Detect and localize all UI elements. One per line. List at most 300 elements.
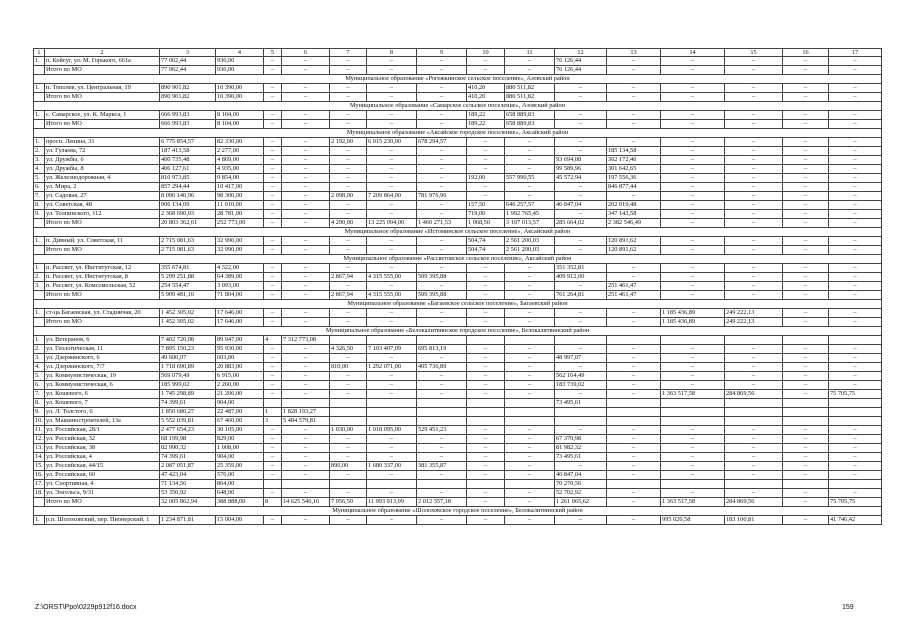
value-cell: [330, 408, 367, 417]
value-cell: [467, 408, 505, 417]
value-cell: 2 368 690,03: [160, 210, 216, 219]
value-cell: –: [367, 282, 417, 291]
value-cell: –: [417, 237, 467, 246]
address-cell: с. Самарское, ул. К. Маркса, 1: [45, 111, 160, 120]
value-cell: –: [417, 111, 467, 120]
value-cell: –: [367, 111, 417, 120]
column-number-cell: 10: [467, 49, 505, 57]
value-cell: –: [505, 363, 555, 372]
value-cell: 8 104,00: [216, 120, 264, 129]
value-cell: –: [330, 156, 367, 165]
value-cell: –: [829, 147, 882, 156]
value-cell: –: [725, 147, 783, 156]
value-cell: –: [467, 390, 505, 399]
table-row: [34, 363, 882, 372]
value-cell: –: [607, 453, 661, 462]
value-cell: –: [264, 426, 282, 435]
value-cell: –: [555, 345, 607, 354]
value-cell: –: [829, 201, 882, 210]
value-cell: –: [467, 453, 505, 462]
value-cell: 13 225 094,00: [367, 219, 417, 228]
value-cell: –: [829, 264, 882, 273]
table-row: [34, 489, 882, 498]
value-cell: 3 093,00: [216, 282, 264, 291]
value-cell: 47 423,04: [160, 471, 216, 480]
value-cell: 1 261 065,62: [555, 498, 607, 507]
value-cell: [264, 480, 282, 489]
value-cell: [367, 336, 417, 345]
value-cell: –: [783, 426, 829, 435]
value-cell: –: [367, 516, 417, 525]
value-cell: 2 087 051,87: [160, 462, 216, 471]
value-cell: –: [829, 237, 882, 246]
column-number-cell: 9: [417, 49, 467, 57]
value-cell: 4 315 555,00: [367, 273, 417, 282]
value-cell: –: [367, 390, 417, 399]
value-cell: –: [330, 147, 367, 156]
value-cell: [417, 417, 467, 426]
value-cell: –: [264, 57, 282, 66]
row-number-cell: 1.: [34, 138, 45, 147]
value-cell: 251 461,47: [607, 291, 661, 300]
value-cell: –: [829, 66, 882, 75]
value-cell: –: [367, 93, 417, 102]
value-cell: 32 990,00: [216, 246, 264, 255]
value-cell: –: [725, 264, 783, 273]
value-cell: 249 222,13: [725, 309, 783, 318]
value-cell: 251 461,47: [607, 282, 661, 291]
value-cell: 761 264,81: [555, 291, 607, 300]
value-cell: [367, 480, 417, 489]
value-cell: –: [367, 66, 417, 75]
value-cell: –: [367, 210, 417, 219]
value-cell: 1 745 298,89: [160, 390, 216, 399]
address-cell: Итого по МО: [45, 291, 160, 300]
value-cell: –: [367, 489, 417, 498]
table-row: [34, 435, 882, 444]
value-cell: 4 326,50: [330, 345, 367, 354]
value-cell: –: [330, 246, 367, 255]
value-cell: 410,20: [467, 84, 505, 93]
value-cell: 285 664,02: [555, 219, 607, 228]
value-cell: 67 460,00: [216, 417, 264, 426]
value-cell: –: [607, 489, 661, 498]
value-cell: [829, 336, 882, 345]
table-row: [34, 210, 882, 219]
value-cell: –: [725, 381, 783, 390]
value-cell: –: [607, 57, 661, 66]
value-cell: 904,00: [216, 399, 264, 408]
address-cell: ул. Гулаева, 72: [45, 147, 160, 156]
value-cell: 73 495,61: [555, 453, 607, 462]
value-cell: –: [829, 57, 882, 66]
value-cell: –: [417, 156, 467, 165]
value-cell: –: [661, 264, 725, 273]
value-cell: –: [661, 192, 725, 201]
value-cell: 17 646,00: [216, 318, 264, 327]
table-row: [34, 336, 882, 345]
row-number-cell: 3.: [34, 282, 45, 291]
table-row: [34, 516, 882, 525]
value-cell: 53 350,92: [160, 489, 216, 498]
table-row: [34, 138, 882, 147]
value-cell: –: [467, 156, 505, 165]
column-number-cell: 3: [160, 49, 216, 57]
value-cell: –: [264, 120, 282, 129]
value-cell: [467, 417, 505, 426]
section-heading-row: [34, 75, 882, 84]
value-cell: –: [505, 426, 555, 435]
value-cell: –: [607, 138, 661, 147]
value-cell: –: [367, 453, 417, 462]
value-cell: –: [555, 318, 607, 327]
value-cell: 82 330,00: [216, 138, 264, 147]
value-cell: –: [330, 111, 367, 120]
value-cell: –: [505, 66, 555, 75]
value-cell: –: [783, 363, 829, 372]
total-row: [34, 120, 882, 129]
row-number-cell: 14.: [35, 453, 43, 460]
value-cell: 4 935,00: [216, 165, 264, 174]
value-cell: 890 901,82: [160, 93, 216, 102]
value-cell: 2 715 081,63: [160, 237, 216, 246]
value-cell: –: [661, 426, 725, 435]
value-cell: –: [829, 246, 882, 255]
value-cell: –: [783, 381, 829, 390]
value-cell: –: [282, 174, 330, 183]
value-cell: –: [282, 165, 330, 174]
value-cell: 284 869,56: [725, 498, 783, 507]
value-cell: –: [367, 435, 417, 444]
value-cell: –: [829, 192, 882, 201]
value-cell: –: [282, 183, 330, 192]
address-cell: ул. Дзержинского, 7/7: [45, 363, 160, 372]
value-cell: 20 883,00: [216, 363, 264, 372]
value-cell: 22 487,00: [216, 408, 264, 417]
value-cell: 2 477 654,23: [160, 426, 216, 435]
value-cell: –: [330, 210, 367, 219]
value-cell: –: [505, 309, 555, 318]
table-row: [34, 183, 882, 192]
value-cell: 1 460 271,53: [417, 219, 467, 228]
value-cell: 76 126,44: [555, 66, 607, 75]
section-heading: Муниципальное образование «Шолоховское городское поселение», Белокалитвинский район: [34, 507, 882, 516]
value-cell: 1 185 436,89: [661, 309, 725, 318]
value-cell: –: [661, 84, 725, 93]
value-cell: –: [661, 381, 725, 390]
value-cell: –: [467, 435, 505, 444]
value-cell: [725, 480, 783, 489]
address-cell: ст-ца Багаевская, ул. Стадничая, 20: [45, 309, 160, 318]
value-cell: –: [505, 444, 555, 453]
row-number-cell: 6.: [34, 183, 45, 192]
address-cell: Итого по МО: [45, 318, 160, 327]
column-number-cell: 4: [216, 49, 264, 57]
row-number-cell: 7.: [34, 192, 45, 201]
value-cell: –: [725, 282, 783, 291]
value-cell: –: [661, 93, 725, 102]
value-cell: –: [555, 120, 607, 129]
value-cell: –: [330, 183, 367, 192]
table-row: [34, 462, 882, 471]
value-cell: 187 413,58: [160, 147, 216, 156]
value-cell: 2 867,94: [330, 273, 367, 282]
value-cell: –: [264, 210, 282, 219]
table-row: [34, 264, 882, 273]
row-number-cell: 3.: [34, 156, 45, 165]
value-cell: –: [282, 273, 330, 282]
value-cell: –: [783, 120, 829, 129]
value-cell: 75 705,75: [829, 390, 882, 399]
value-cell: –: [661, 345, 725, 354]
value-cell: –: [829, 111, 882, 120]
value-cell: 880 511,82: [505, 93, 555, 102]
value-cell: –: [783, 444, 829, 453]
value-cell: 562 164,49: [555, 372, 607, 381]
value-cell: 347 143,58: [607, 210, 661, 219]
value-cell: –: [555, 138, 607, 147]
value-cell: –: [725, 246, 783, 255]
value-cell: –: [417, 165, 467, 174]
value-cell: [829, 480, 882, 489]
value-cell: –: [505, 462, 555, 471]
value-cell: –: [505, 57, 555, 66]
value-cell: 351 352,81: [555, 264, 607, 273]
total-row: [34, 291, 882, 300]
value-cell: 64 389,00: [216, 273, 264, 282]
value-cell: 8 090 140,96: [160, 192, 216, 201]
value-cell: –: [282, 381, 330, 390]
value-cell: –: [725, 453, 783, 462]
address-cell: ул. Советская, 48: [45, 201, 160, 210]
address-cell: ул. Дружбы, 6: [45, 156, 160, 165]
value-cell: 1 030,00: [330, 426, 367, 435]
column-number-cell: 14: [661, 49, 725, 57]
row-number-cell: 1.: [34, 111, 45, 120]
value-cell: –: [282, 147, 330, 156]
value-cell: –: [661, 453, 725, 462]
value-cell: [417, 408, 467, 417]
value-cell: –: [330, 84, 367, 93]
value-cell: 192,00: [467, 174, 505, 183]
value-cell: –: [505, 390, 555, 399]
value-cell: 2 382 546,49: [607, 219, 661, 228]
row-number-cell: [34, 498, 45, 507]
value-cell: –: [783, 453, 829, 462]
value-cell: 400 735,48: [160, 156, 216, 165]
value-cell: 7 402 720,08: [160, 336, 216, 345]
value-cell: 32 990,00: [216, 237, 264, 246]
value-cell: –: [661, 372, 725, 381]
value-cell: –: [367, 57, 417, 66]
value-cell: –: [264, 273, 282, 282]
value-cell: 1 185 436,89: [661, 318, 725, 327]
value-cell: –: [505, 147, 555, 156]
value-cell: [783, 336, 829, 345]
value-cell: –: [330, 66, 367, 75]
value-cell: 936,00: [216, 57, 264, 66]
address-cell: ул. Машиностроителей, 13а: [45, 417, 160, 426]
address-cell: Итого по МО: [45, 246, 160, 255]
value-cell: 25 359,00: [216, 462, 264, 471]
value-cell: 74 399,61: [160, 453, 216, 462]
value-cell: –: [783, 264, 829, 273]
value-cell: –: [505, 435, 555, 444]
value-cell: –: [330, 435, 367, 444]
table-row: [34, 426, 882, 435]
value-cell: –: [330, 390, 367, 399]
value-cell: 576,00: [216, 471, 264, 480]
value-cell: –: [725, 93, 783, 102]
value-cell: –: [367, 174, 417, 183]
table-row: [34, 345, 882, 354]
value-cell: –: [555, 93, 607, 102]
table-row: [34, 174, 882, 183]
value-cell: –: [282, 291, 330, 300]
value-cell: –: [725, 210, 783, 219]
value-cell: –: [829, 138, 882, 147]
value-cell: 4 290,00: [330, 219, 367, 228]
value-cell: 46 847,04: [555, 201, 607, 210]
value-cell: –: [829, 183, 882, 192]
value-cell: –: [282, 120, 330, 129]
value-cell: –: [467, 489, 505, 498]
total-row: [34, 498, 882, 507]
value-cell: –: [467, 309, 505, 318]
value-cell: –: [417, 453, 467, 462]
value-cell: 829,00: [216, 435, 264, 444]
value-cell: [783, 408, 829, 417]
value-cell: –: [264, 264, 282, 273]
table-row: [34, 381, 882, 390]
value-cell: –: [330, 201, 367, 210]
value-cell: 6 015 230,00: [367, 138, 417, 147]
value-cell: –: [264, 489, 282, 498]
value-cell: 4 869,00: [216, 156, 264, 165]
row-number-cell: 9.: [34, 210, 45, 219]
value-cell: –: [282, 57, 330, 66]
value-cell: –: [783, 219, 829, 228]
value-cell: –: [282, 156, 330, 165]
value-cell: 8: [264, 498, 282, 507]
address-cell: ул. Российская, 38: [45, 444, 160, 453]
capital-repair-table: [33, 48, 882, 525]
value-cell: –: [264, 363, 282, 372]
section-heading-row: [34, 102, 882, 111]
value-cell: –: [282, 84, 330, 93]
value-cell: –: [282, 372, 330, 381]
value-cell: –: [330, 237, 367, 246]
value-cell: –: [829, 120, 882, 129]
value-cell: 1 918 095,00: [367, 426, 417, 435]
value-cell: 1 068,50: [467, 219, 505, 228]
value-cell: –: [725, 138, 783, 147]
table-row: [34, 156, 882, 165]
section-heading: Муниципальное образование «Самарское сельское поселение», Азовский район: [34, 102, 882, 111]
value-cell: 719,00: [467, 210, 505, 219]
value-cell: –: [555, 516, 607, 525]
address-cell: ул. Спортивная, 4: [45, 480, 160, 489]
value-cell: –: [783, 147, 829, 156]
value-cell: –: [330, 516, 367, 525]
value-cell: –: [783, 66, 829, 75]
value-cell: –: [783, 237, 829, 246]
value-cell: –: [505, 156, 555, 165]
value-cell: 7 056,50: [330, 498, 367, 507]
value-cell: 120 891,62: [607, 246, 661, 255]
row-number-cell: 2.: [34, 147, 45, 156]
value-cell: 252 773,00: [216, 219, 264, 228]
row-number-cell: 5.: [34, 372, 45, 381]
value-cell: 14 625 546,16: [282, 498, 330, 507]
value-cell: –: [783, 210, 829, 219]
value-cell: –: [829, 165, 882, 174]
value-cell: –: [829, 453, 882, 462]
column-number-row: [34, 49, 882, 57]
value-cell: –: [264, 516, 282, 525]
table-row: [34, 408, 882, 417]
table-row: [34, 480, 882, 489]
value-cell: –: [264, 354, 282, 363]
value-cell: [282, 480, 330, 489]
value-cell: –: [330, 120, 367, 129]
value-cell: –: [607, 498, 661, 507]
value-cell: –: [282, 282, 330, 291]
value-cell: 3: [264, 417, 282, 426]
table-row: [34, 453, 882, 462]
value-cell: –: [829, 93, 882, 102]
value-cell: 1 718 690,89: [160, 363, 216, 372]
table-row: [34, 147, 882, 156]
value-cell: [725, 336, 783, 345]
value-cell: 11 993 913,09: [367, 498, 417, 507]
value-cell: 120 891,62: [607, 237, 661, 246]
row-number-cell: 11.: [35, 426, 43, 433]
value-cell: –: [661, 273, 725, 282]
address-cell: Итого по МО: [45, 66, 160, 75]
value-cell: [607, 336, 661, 345]
value-cell: 20 803 362,61: [160, 219, 216, 228]
value-cell: –: [505, 345, 555, 354]
value-cell: –: [264, 219, 282, 228]
address-cell: Итого по МО: [45, 120, 160, 129]
value-cell: 936,00: [216, 66, 264, 75]
value-cell: 4 315 555,00: [367, 291, 417, 300]
row-number-cell: 1.: [34, 57, 45, 66]
value-cell: –: [555, 210, 607, 219]
value-cell: –: [367, 372, 417, 381]
value-cell: –: [367, 183, 417, 192]
value-cell: –: [467, 381, 505, 390]
value-cell: –: [607, 309, 661, 318]
row-number-cell: 2.: [34, 273, 45, 282]
value-cell: 648,00: [216, 489, 264, 498]
table-row: [34, 390, 882, 399]
value-cell: –: [330, 174, 367, 183]
value-cell: –: [725, 435, 783, 444]
value-cell: –: [555, 426, 607, 435]
value-cell: –: [505, 183, 555, 192]
column-number-cell: 6: [282, 49, 330, 57]
address-cell: Итого по МО: [45, 219, 160, 228]
value-cell: 1: [264, 408, 282, 417]
value-cell: –: [725, 426, 783, 435]
value-cell: –: [829, 273, 882, 282]
value-cell: –: [829, 435, 882, 444]
value-cell: –: [417, 309, 467, 318]
value-cell: –: [783, 174, 829, 183]
value-cell: 904,00: [216, 453, 264, 462]
